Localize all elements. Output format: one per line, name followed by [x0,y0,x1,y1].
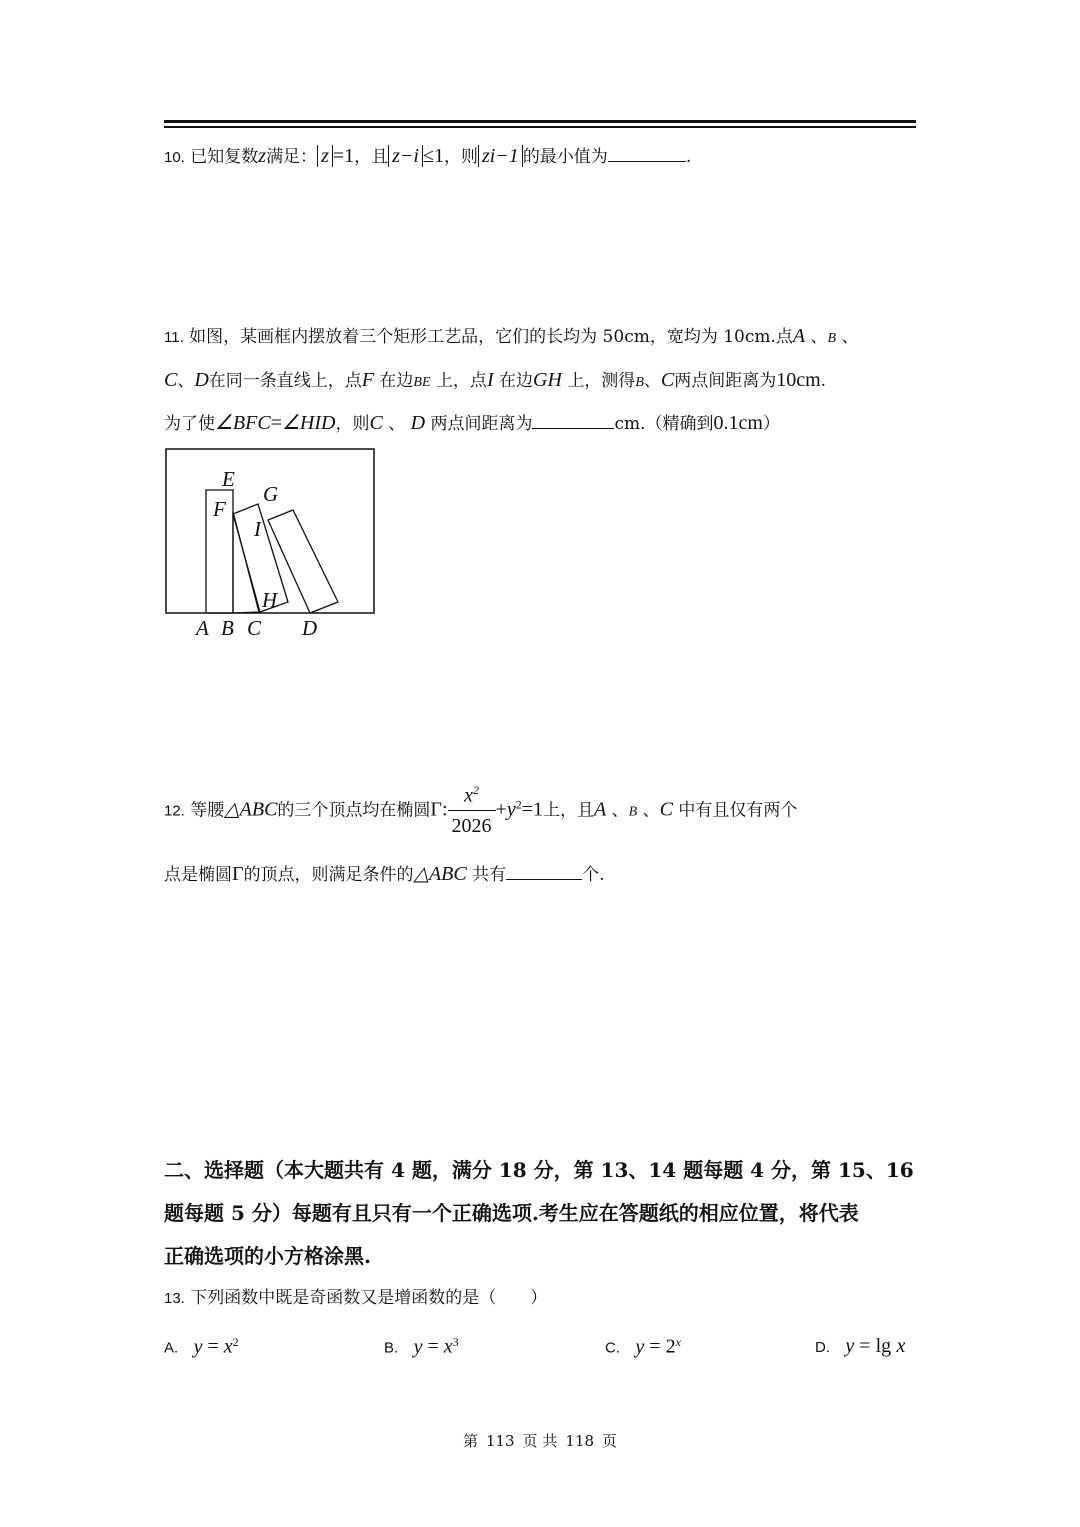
page-number: 113 [485,1432,515,1450]
question-number: 13. [164,1290,185,1307]
rectangle-3 [268,510,338,613]
option-a[interactable]: A. $y = x^2$ [164,1335,239,1358]
section-2-heading-line-2: 题每题 5 分）每题有且只有一个正确选项.考生应在答题纸的相应位置，将代表 [164,1201,859,1225]
section-2-heading-line-3: 正确选项的小方格涂黑. [164,1244,371,1268]
page-footer: 第 113 页 共 118 页 [462,1432,618,1450]
label-b: B [221,616,234,640]
option-c[interactable]: C. $y = 2^x$ [605,1335,681,1358]
question-12-line-1: 12. 等腰△ABC的三个顶点均在椭圆Γ: $\frac{x^2}{2026}$ $+y^2=1$上，且A 、B 、C 中有且仅有两个 [164,783,798,837]
label-d: D [302,616,318,640]
question-11-line-1: 11. 如图，某画框内摆放着三个矩形工艺品，它们的长均为 50cm，宽均为 10cm.点A 、B 、 [164,325,859,347]
question-11-line-3: 为了使∠BFC=∠HID，则C 、 D 两点间距离为 cm.（精确到0.1cm） [164,412,780,434]
label-g: G [263,482,279,506]
question-11-line-2: C、D在同一条直线上，点F 在边BE 上，点I 在边GH 上，测得B、C两点间距离为10cm. [164,369,827,391]
header-rule-thin [164,126,916,128]
abs-z: z [317,145,333,167]
label-c: C [247,616,262,640]
ellipse-fraction: $\frac{x^2}{2026}$ [448,784,496,838]
option-b[interactable]: B. $y = x^3$ [384,1335,459,1358]
label-a: A [196,616,209,640]
answer-blank [532,426,614,429]
question-number: 11. [164,329,184,346]
answer-blank [608,159,686,162]
section-2-heading-line-1: 二、选择题（本大题共有 4 题，满分 18 分，第 13、14 题每题 4 分，第 15、16 [164,1158,914,1182]
total-pages: 118 [565,1432,595,1450]
question-number: 12. [164,802,185,820]
question-number: 10. [164,149,185,166]
abs-z-minus-i: z−i [388,145,423,167]
label-f: F [213,497,226,521]
rectangles-figure [160,444,384,650]
header-rule-thick [164,120,916,123]
label-h: H [262,588,278,612]
option-d[interactable]: D. y = lg x [815,1335,906,1357]
label-e: E [222,467,235,491]
question-10: 10. 已知复数z满足： z =1，且 z−i ≤1，则 zi−1 的最小值为 . [164,145,692,167]
answer-blank [506,877,582,880]
abs-zi-minus-1: zi−1 [478,145,523,167]
question-12-line-2: 点是椭圆Γ的顶点，则满足条件的△ABC 共有 个. [164,863,605,885]
question-13: 13. 下列函数中既是奇函数又是增函数的是（ ） [164,1288,548,1308]
label-i: I [254,517,261,541]
